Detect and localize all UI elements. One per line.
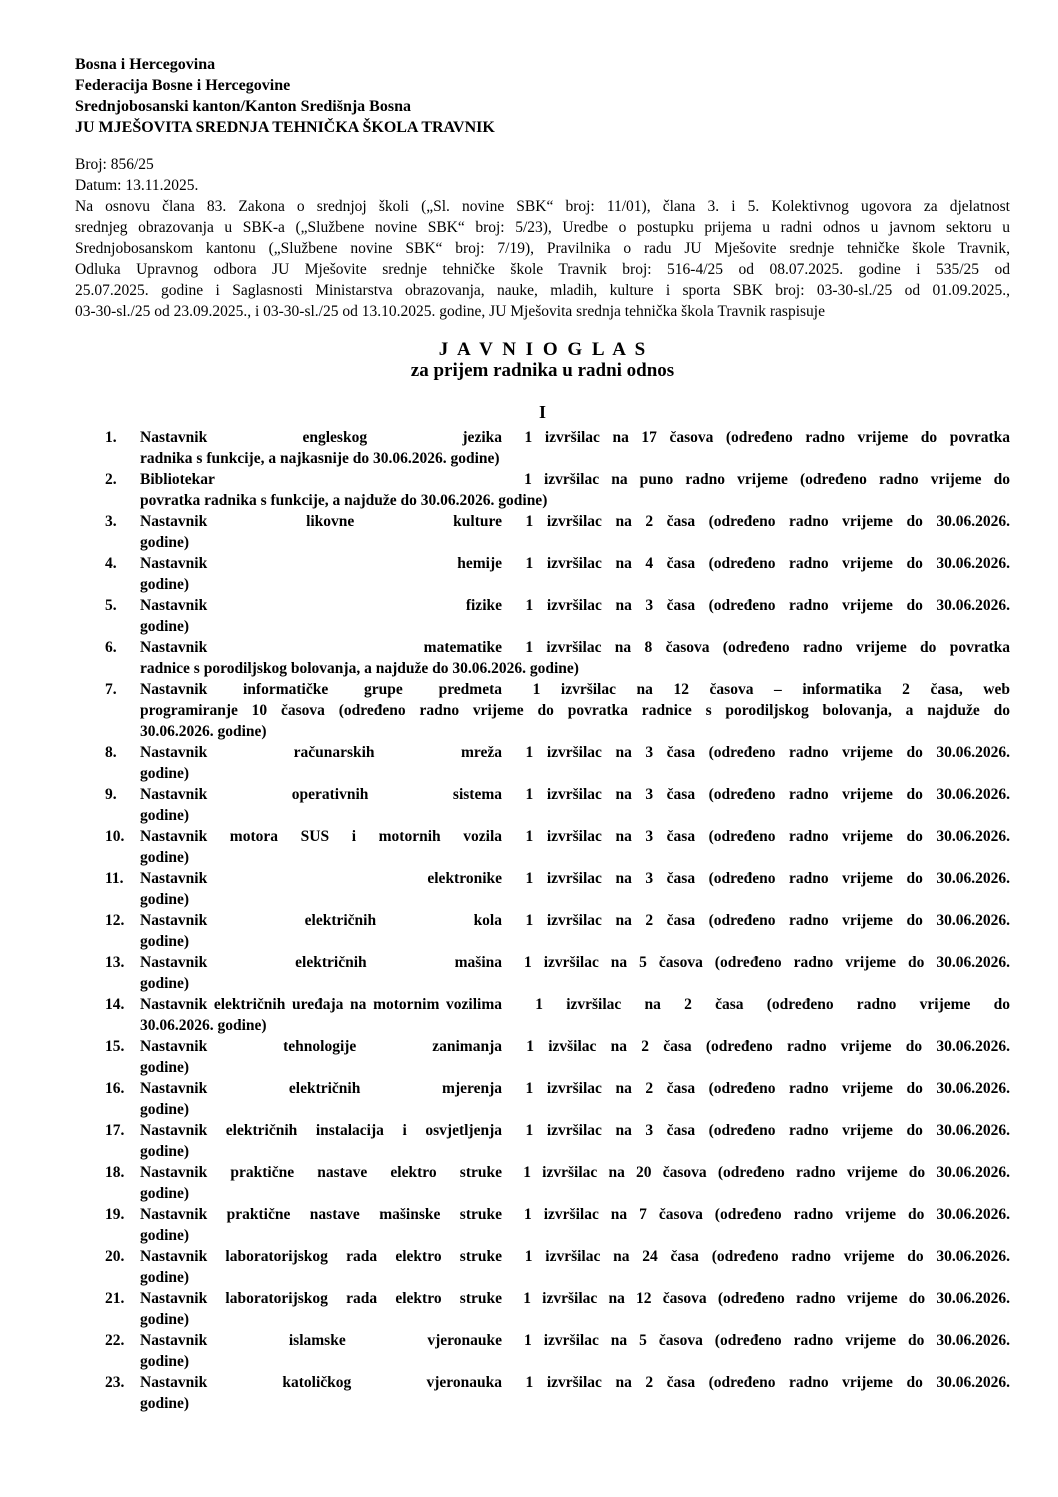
job-details: 1 izvršilac na 20 časova (određeno radno vrijeme do 30.06.2026. — [523, 1164, 1011, 1181]
job-number: 8. — [105, 744, 117, 761]
job-details: 1 izvršilac na 3 časa (određeno radno vrijeme do 30.06.2026. — [525, 870, 1011, 887]
job-title: Nastavnik hemije — [140, 555, 502, 572]
job-first-line — [105, 679, 1011, 700]
job-title: Nastavnik operativnih sistema — [140, 786, 502, 803]
job-number: 7. — [105, 681, 117, 698]
job-details-end: godine) — [140, 933, 190, 950]
job-first-line — [105, 1162, 1011, 1183]
job-first-line — [105, 637, 1011, 658]
job-item — [75, 1246, 1010, 1288]
job-item — [75, 1204, 1010, 1246]
job-details-end: godine) — [140, 618, 190, 635]
job-item — [75, 637, 1010, 679]
job-item — [75, 469, 1010, 511]
job-details-end: godine) — [140, 1269, 190, 1286]
preamble-line: Na osnovu člana 83. Zakona o srednjoj školi („Sl. novine SBK“ broj: 11/01), člana 3. i 5. Kolektivnog ugovora za djelatnost — [75, 198, 1010, 215]
job-number: 20. — [105, 1248, 125, 1265]
job-title: Nastavnik elektronike — [140, 870, 502, 887]
job-details-end: godine) — [140, 891, 190, 908]
job-first-line — [105, 469, 1011, 490]
job-details-end: godine) — [140, 1395, 190, 1412]
job-details-end: godine) — [140, 534, 190, 551]
preamble-line: 25.07.2025. godine i Saglasnosti Ministarstva obrazovanja, nauke, mladih, kulture i sporta SBK broj: 03-30-sl./25 od 01.09.2025., — [75, 282, 1010, 299]
job-details-middle: programiranje 10 časova (određeno radno vrijeme do povratka radnice s porodiljskog bolovanja, a najduže do — [140, 702, 1010, 719]
job-item — [75, 784, 1010, 826]
job-first-line — [105, 784, 1011, 805]
job-first-line — [105, 1246, 1011, 1267]
job-item — [75, 553, 1010, 595]
job-details: 1 izvršilac na 2 časa (određeno radno vrijeme do 30.06.2026. — [525, 912, 1011, 929]
job-details-end: godine) — [140, 1143, 190, 1160]
job-details-end: godine) — [140, 1311, 190, 1328]
org-header-line: Federacija Bosne i Hercegovine — [75, 77, 291, 94]
job-details-end: godine) — [140, 576, 190, 593]
notice-title: J A V N I O G L A S — [438, 339, 647, 360]
job-number: 12. — [105, 912, 125, 929]
job-number: 18. — [105, 1164, 125, 1181]
job-item — [75, 1078, 1010, 1120]
job-details: 1 izvšilac na 2 časa (određeno radno vrijeme do 30.06.2026. — [526, 1038, 1011, 1055]
job-title: Nastavnik likovne kulture — [140, 513, 502, 530]
job-details: 1 izvršilac na 2 časa (određeno radno vrijeme do 30.06.2026. — [525, 513, 1011, 530]
doc-meta — [75, 154, 1010, 196]
job-title: Nastavnik električnih mjerenja — [140, 1080, 502, 1097]
job-title: Nastavnik laboratorijskog rada elektro struke — [140, 1290, 502, 1307]
job-number: 6. — [105, 639, 117, 656]
job-details: 1 izvršilac na 3 časa (određeno radno vrijeme do 30.06.2026. — [525, 786, 1011, 803]
org-header-line: Bosna i Hercegovina — [75, 56, 216, 73]
job-title: Nastavnik informatičke grupe predmeta — [140, 681, 502, 698]
job-first-line — [105, 553, 1011, 574]
section-numeral: I — [538, 402, 546, 422]
job-title: Nastavnik motora SUS i motornih vozila — [140, 828, 502, 845]
job-item — [75, 952, 1010, 994]
job-title: Nastavnik praktične nastave mašinske struke — [140, 1206, 502, 1223]
org-header-line: JU MJEŠOVITA SREDNJA TEHNIČKA ŠKOLA TRAVNIK — [75, 119, 495, 136]
preamble-line: srednjeg obrazovanja u SBK-a („Službene novine SBK“ broj: 5/23), Uredbe o postupku prijema u radni odnos u javnom sektoru u — [75, 219, 1010, 236]
notice-subtitle: za prijem radnika u radni odnos — [410, 360, 675, 381]
job-item — [75, 994, 1010, 1036]
job-number: 17. — [105, 1122, 125, 1139]
job-number: 11. — [105, 870, 124, 887]
job-first-line — [105, 1330, 1011, 1351]
job-details: 1 izvršilac na 3 časa (određeno radno vrijeme do 30.06.2026. — [525, 828, 1011, 845]
org-header-line: Srednjobosanski kanton/Kanton Središnja Bosna — [75, 98, 411, 115]
job-details: 1 izvršilac na puno radno vrijeme (određeno radno vrijeme do — [524, 471, 1011, 488]
job-details-end: godine) — [140, 1227, 190, 1244]
job-number: 15. — [105, 1038, 125, 1055]
job-number: 21. — [105, 1290, 125, 1307]
job-number: 14. — [105, 996, 125, 1013]
job-title: Nastavnik električnih uređaja na motornim vozilima — [140, 996, 502, 1013]
job-details: 1 izvršilac na 2 časa (određeno radno vrijeme do 30.06.2026. — [525, 1374, 1011, 1391]
job-first-line — [105, 1078, 1011, 1099]
job-title: Nastavnik islamske vjeronauke — [140, 1332, 502, 1349]
job-first-line — [105, 826, 1011, 847]
job-details: 1 izvršilac na 5 časova (određeno radno vrijeme do 30.06.2026. — [524, 1332, 1011, 1349]
document-content — [75, 54, 1010, 1414]
job-details-end: 30.06.2026. godine) — [140, 723, 267, 740]
job-details: 1 izvršilac na 3 časa (određeno radno vrijeme do 30.06.2026. — [525, 597, 1011, 614]
job-title: Nastavnik električnih mašina — [140, 954, 502, 971]
job-list — [75, 427, 1010, 1414]
notice-heading — [75, 339, 1010, 381]
job-number: 4. — [105, 555, 117, 572]
job-details-end: godine) — [140, 849, 190, 866]
job-first-line — [105, 1372, 1011, 1393]
job-details-end: radnika s funkcije, a najkasnije do 30.06.2026. godine) — [140, 450, 500, 467]
job-details-end: godine) — [140, 807, 190, 824]
job-item — [75, 1120, 1010, 1162]
job-number: 2. — [105, 471, 117, 488]
job-number: 16. — [105, 1080, 125, 1097]
job-first-line — [105, 742, 1011, 763]
job-details: 1 izvršilac na 3 časa (određeno radno vrijeme do 30.06.2026. — [525, 744, 1011, 761]
job-first-line — [105, 1204, 1011, 1225]
job-details-end: povratka radnika s funkcije, a najduže do 30.06.2026. godine) — [140, 492, 548, 509]
job-item — [75, 868, 1010, 910]
job-details: 1 izvršilac na 2 časa (određeno radno vrijeme do — [535, 996, 1011, 1013]
job-title: Nastavnik računarskih mreža — [140, 744, 502, 761]
job-first-line — [105, 910, 1011, 931]
job-item — [75, 679, 1010, 742]
job-item — [75, 1036, 1010, 1078]
job-first-line — [105, 868, 1011, 889]
job-details: 1 izvršilac na 7 časova (određeno radno vrijeme do 30.06.2026. — [524, 1206, 1011, 1223]
job-number: 13. — [105, 954, 125, 971]
job-item — [75, 1162, 1010, 1204]
doc-number: Broj: 856/25 — [75, 156, 154, 173]
job-details: 1 izvršilac na 8 časova (određeno radno vrijeme do povratka — [525, 639, 1011, 656]
job-details-end: godine) — [140, 1185, 190, 1202]
job-title: Nastavnik tehnologije zanimanja — [140, 1038, 502, 1055]
job-item — [75, 826, 1010, 868]
job-first-line — [105, 994, 1011, 1015]
job-details-end: 30.06.2026. godine) — [140, 1017, 267, 1034]
job-details-end: godine) — [140, 765, 190, 782]
job-item — [75, 910, 1010, 952]
job-first-line — [105, 595, 1011, 616]
job-details-end: godine) — [140, 975, 190, 992]
job-item — [75, 595, 1010, 637]
job-item — [75, 1330, 1010, 1372]
job-details: 1 izvršilac na 5 časova (određeno radno vrijeme do 30.06.2026. — [524, 954, 1011, 971]
job-title: Nastavnik matematike — [140, 639, 502, 656]
job-title: Nastavnik laboratorijskog rada elektro struke — [140, 1248, 502, 1265]
legal-preamble — [75, 196, 1010, 322]
job-number: 19. — [105, 1206, 125, 1223]
job-title: Bibliotekar — [140, 471, 215, 488]
job-item — [75, 511, 1010, 553]
job-details: 1 izvršilac na 3 časa (određeno radno vrijeme do 30.06.2026. — [525, 1122, 1011, 1139]
job-details-end: godine) — [140, 1353, 190, 1370]
job-first-line — [105, 427, 1010, 448]
job-number: 9. — [105, 786, 117, 803]
job-title: Nastavnik fizike — [140, 597, 502, 614]
doc-date: Datum: 13.11.2025. — [75, 177, 199, 194]
preamble-line: Odluka Upravnog odbora JU Mješovite srednje tehničke škole Travnik broj: 516-4/25 od 08.07.2025. godine i 535/25 od — [75, 261, 1010, 278]
job-number: 10. — [105, 828, 125, 845]
job-details: 1 izvršilac na 17 časova (određeno radno vrijeme do povratka — [524, 429, 1010, 446]
job-details: 1 izvršilac na 2 časa (određeno radno vrijeme do 30.06.2026. — [525, 1080, 1011, 1097]
job-number: 3. — [105, 513, 117, 530]
job-title: Nastavnik engleskog jezika — [140, 429, 502, 446]
job-title: Nastavnik katoličkog vjeronauka — [140, 1374, 502, 1391]
job-details-end: radnice s porodiljskog bolovanja, a najduže do 30.06.2026. godine) — [140, 660, 579, 677]
job-number: 23. — [105, 1374, 125, 1391]
job-first-line — [105, 511, 1011, 532]
job-number: 22. — [105, 1332, 125, 1349]
job-title: Nastavnik praktične nastave elektro struke — [140, 1164, 502, 1181]
job-item — [75, 742, 1010, 784]
job-first-line — [105, 1036, 1011, 1057]
job-details-end: godine) — [140, 1101, 190, 1118]
job-first-line — [105, 1288, 1011, 1309]
job-title: Nastavnik električnih instalacija i osvjetljenja — [140, 1122, 502, 1139]
job-details-end: godine) — [140, 1059, 190, 1076]
preamble-line: Srednjobosanskom kantonu („Službene novine SBK“ broj: 7/19), Pravilnika o radu JU Mješovite srednje tehničke škole Travnik, — [75, 240, 1010, 257]
job-item — [75, 1372, 1010, 1414]
job-item — [75, 427, 1010, 469]
job-number: 1. — [105, 429, 117, 446]
job-number: 5. — [105, 597, 117, 614]
preamble-line: 03-30-sl./25 od 23.09.2025., i 03-30-sl./25 od 13.10.2025. godine, JU Mješovita srednja tehnička škola Travnik raspisuje — [75, 303, 825, 320]
job-title: Nastavnik električnih kola — [140, 912, 502, 929]
job-details: 1 izvršilac na 12 časova – informatika 2 časa, web — [532, 681, 1011, 698]
org-header — [75, 54, 1010, 138]
job-details: 1 izvršilac na 24 časa (određeno radno vrijeme do 30.06.2026. — [524, 1248, 1011, 1265]
job-details: 1 izvršilac na 4 časa (određeno radno vrijeme do 30.06.2026. — [525, 555, 1011, 572]
job-first-line — [105, 1120, 1011, 1141]
job-item — [75, 1288, 1010, 1330]
job-first-line — [105, 952, 1011, 973]
job-details: 1 izvršilac na 12 časova (određeno radno vrijeme do 30.06.2026. — [523, 1290, 1011, 1307]
